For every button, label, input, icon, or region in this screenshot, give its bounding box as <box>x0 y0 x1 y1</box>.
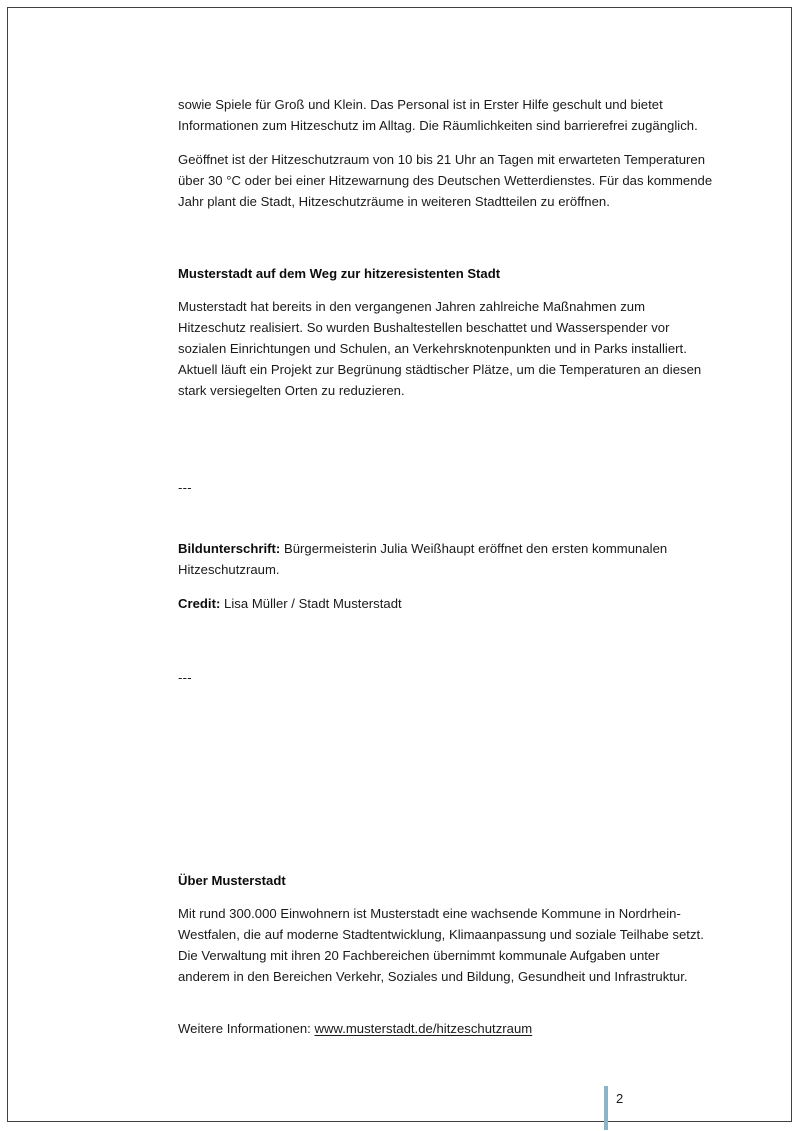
section-heading-hitzeresistente-stadt: Musterstadt auf dem Weg zur hitzeresistenten Stadt <box>178 266 501 281</box>
paragraph-personal-raeumlichkeiten: sowie Spiele für Groß und Klein. Das Personal ist in Erster Hilfe geschult und bietet Informationen zum Hitzeschutz im Alltag. Die Räumlichkeiten sind barrierefrei zugänglich. <box>178 97 698 133</box>
page-footer <box>604 1086 623 1130</box>
image-credit-text: Lisa Müller / Stadt Musterstadt <box>220 596 402 611</box>
section-heading-ueber-musterstadt: Über Musterstadt <box>178 873 286 888</box>
document-text-column <box>178 94 715 1052</box>
image-caption-label: Bildunterschrift: <box>178 541 281 556</box>
more-information-label: Weitere Informationen: <box>178 1021 315 1036</box>
paragraph-hitzeresistente-stadt: Musterstadt hat bereits in den vergangenen Jahren zahlreiche Maßnahmen zum Hitzeschutz realisiert. So wurden Bushaltestellen beschattet und Wasserspender vor sozialen Einrichtungen und Schulen, an Verkehrsknotenpunkten und in Parks installiert. Aktuell läuft ein Projekt zur Begrünung städtischer Plätze, um die Temperaturen an diesen stark versiegelten Orten zu reduzieren. <box>178 299 702 398</box>
empty-image-area <box>178 688 715 870</box>
paragraph-ueber-musterstadt: Mit rund 300.000 Einwohnern ist Musterstadt eine wachsende Kommune in Nordrhein-Westfalen, die auf moderne Stadtentwicklung, Klimaanpassung und soziale Teilhabe setzt. Die Verwaltung mit ihren 20 Fachbereichen übernimmt kommunale Aufgaben unter anderem in den Bereichen Verkehr, Soziales und Bildung, Gesundheit und Infrastruktur. <box>178 906 704 984</box>
more-information-link[interactable]: www.musterstadt.de/hitzeschutzraum <box>314 1021 533 1036</box>
spacer-before-section-heading <box>178 225 715 263</box>
spacer-before-separator-two <box>178 627 715 667</box>
image-credit-label: Credit: <box>178 596 221 611</box>
separator-two: --- <box>178 670 192 685</box>
page-frame <box>7 7 792 1122</box>
spacer-after-separator-one <box>178 498 715 538</box>
image-caption-text: Bürgermeisterin Julia Weißhaupt eröffnet den ersten kommunalen Hitzeschutzraum. <box>178 541 668 577</box>
separator-one: --- <box>178 480 192 495</box>
image-caption-line <box>178 538 715 580</box>
spacer-before-separator-one <box>178 414 715 477</box>
page-number: 2 <box>616 1091 624 1106</box>
paragraph-oeffnungszeiten: Geöffnet ist der Hitzeschutzraum von 10 bis 21 Uhr an Tagen mit erwarteten Temperaturen über 30 °C oder bei einer Hitzewarnung des Deutschen Wetterdienstes. Für das kommende Jahr plant die Stadt, Hitzeschutzräume in weiteren Stadtteilen zu eröffnen. <box>178 152 713 209</box>
spacer-before-more-info <box>178 1000 715 1018</box>
more-information-line <box>178 1018 715 1039</box>
image-credit-line <box>178 593 715 614</box>
